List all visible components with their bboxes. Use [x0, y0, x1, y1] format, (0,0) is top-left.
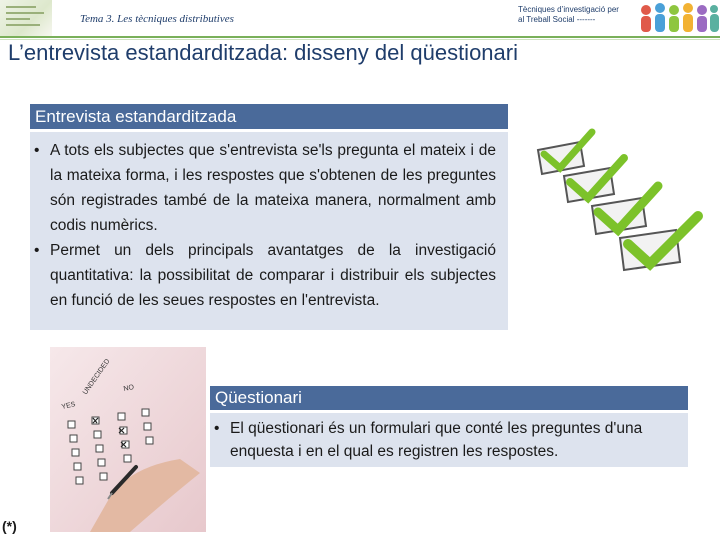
bullet-item — [34, 138, 496, 238]
slide-title: L’entrevista estandarditzada: disseny del qüestionari — [8, 40, 518, 65]
checkbox-row-1 — [538, 132, 592, 174]
people-group-icon — [638, 0, 720, 36]
course-label-line2: al Treball Social ------- — [518, 15, 596, 24]
slide-header — [0, 0, 720, 36]
bullet-dot-icon: • — [214, 420, 220, 437]
checkmarks-illustration — [534, 128, 714, 278]
questionnaire-box-body — [210, 413, 688, 467]
chapter-label: Tema 3. Les tècniques distributives — [80, 13, 234, 25]
undecided-column-label: UNDECIDED — [81, 358, 112, 397]
header-thumbnail-image — [0, 0, 52, 36]
questionnaire-photo — [50, 347, 206, 532]
bullet-dot-icon: • — [34, 142, 40, 159]
course-label — [518, 5, 638, 25]
interview-box-heading: Entrevista estandarditzada — [35, 107, 237, 126]
course-label-line1: Tècniques d’investigació per — [518, 5, 619, 14]
interview-box-header — [30, 104, 508, 132]
interview-box-body — [30, 132, 508, 330]
questionnaire-box-heading: Qüestionari — [215, 388, 302, 407]
questionnaire-box-header — [210, 386, 688, 413]
no-column-label: NO — [122, 383, 135, 393]
bullet-dot-icon: • — [34, 242, 40, 259]
bullet-text: A tots els subjectes que s'entrevista se'ls pregunta el mateix i de la mateixa forma, i les respostes que s'obtenen de les preguntes són registrades també de la mateixa manera, normalment amb codis numèrics. — [50, 142, 496, 234]
header-divider — [0, 36, 720, 38]
bullet-item — [214, 417, 676, 463]
footnote-marker: (*) — [2, 518, 17, 534]
bullet-item — [34, 238, 496, 313]
bullet-text: El qüestionari és un formulari que conté les preguntes d'una enquesta i en el qual es registren les respostes. — [230, 420, 643, 460]
yes-column-label: YES — [60, 401, 77, 411]
bullet-text: Permet un dels principals avantatges de la investigació quantitativa: la possibilitat de comparar i distribuir els subjectes en funció de les seues respostes en l'entrevista. — [50, 242, 496, 309]
